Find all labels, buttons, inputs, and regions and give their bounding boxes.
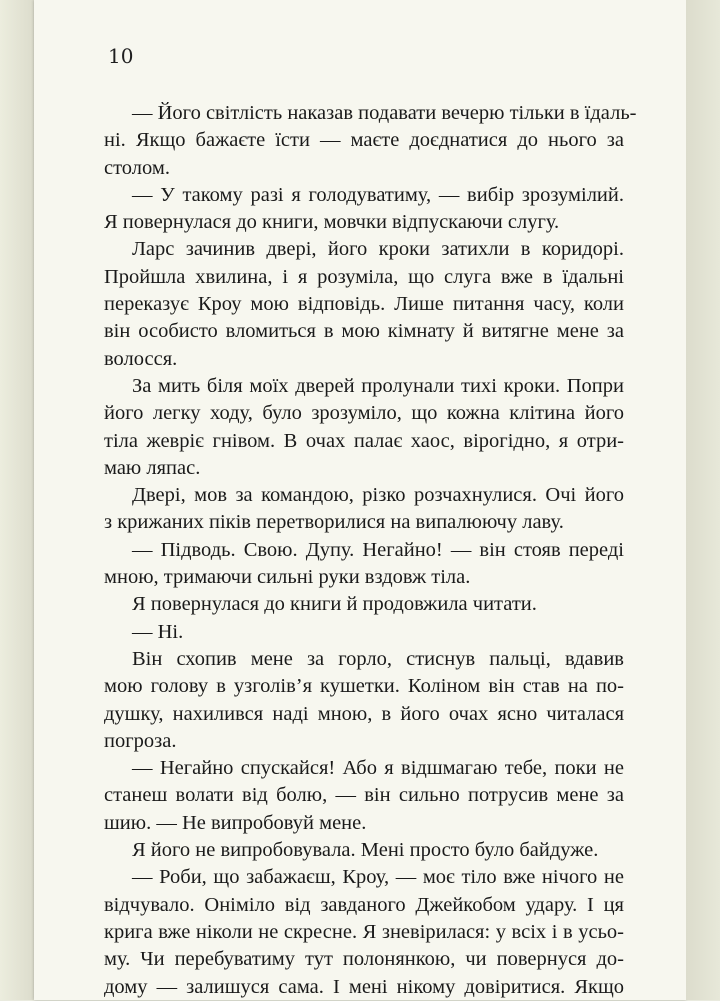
- text-line: станеш волати від болю, — він сильно потрусив мене за: [104, 784, 624, 807]
- text-line: дому — залишуся сама. І мені нікому довіритися. Якщо: [104, 975, 624, 998]
- text-line: Двері, мов за командою, різко розчахнулися. Очі його: [132, 484, 624, 507]
- text-line: погроза.: [104, 729, 177, 752]
- text-line: Пройшла хвилина, і я розуміла, що слуга вже в їдальні: [104, 265, 624, 288]
- text-line: Ларс зачинив двері, його кроки затихли в коридорі.: [132, 238, 624, 261]
- text-line: волосся.: [104, 347, 178, 370]
- text-line: переказує Кроу мою відповідь. Лише питання часу, коли: [104, 293, 624, 316]
- text-line: — Негайно спускайся! Або я відшмагаю тебе, поки не: [132, 757, 624, 780]
- text-line: мою голову в узголів’я кушетки. Коліном він став на по-: [104, 675, 624, 698]
- text-line: За мить біля моїх дверей пролунали тихі кроки. Попри: [132, 374, 624, 397]
- text-line: з крижаних піків перетворилися на випалюючу лаву.: [104, 511, 564, 534]
- text-line: Я повернулася до книги й продовжила читати.: [132, 593, 537, 616]
- text-line: маю ляпас.: [104, 456, 201, 479]
- text-line: Я повернулася до книги, мовчки відпускаючи слугу.: [104, 211, 560, 234]
- text-line: шию. — Не випробовуй мене.: [104, 811, 367, 834]
- text-line: му. Чи перебуватиму тут полонянкою, чи повернуся до-: [104, 948, 624, 971]
- page-edge-right: [686, 0, 720, 1000]
- text-line: душку, нахилився наді мною, в його очах ясно читалася: [104, 702, 624, 725]
- text-line: ні. Якщо бажаєте їсти — маєте доєднатися до нього за: [104, 129, 624, 152]
- text-line: столом.: [104, 156, 170, 179]
- text-line: — Його світлість наказав подавати вечерю тільки в їдаль-: [132, 102, 637, 124]
- text-line: він особисто вломиться в мою кімнату й витягне мене за: [104, 320, 624, 343]
- text-line: — Роби, що забажаєш, Кроу, — моє тіло вже нічого не: [132, 866, 624, 889]
- text-line: його легку ходу, було зрозуміло, що кожна клітина його: [104, 402, 624, 425]
- text-line: — У такому разі я голодуватиму, — вибір зрозумілий.: [132, 183, 624, 206]
- text-line: Він схопив мене за горло, стиснув пальці, вдавив: [132, 647, 624, 670]
- text-line: відчувало. Оніміло від завданого Джейкобом удару. І ця: [104, 893, 624, 916]
- text-line: — Ні.: [132, 620, 184, 643]
- page-number: 10: [108, 44, 134, 68]
- text-line: крига вже ніколи не скресне. Я зневірилася: у всіх і в усьо-: [104, 920, 624, 943]
- text-line: мною, тримаючи сильні руки вздовж тіла.: [104, 566, 471, 589]
- text-line: тіла жевріє гнівом. В очах палає хаос, вірогідно, я отри-: [104, 429, 624, 452]
- text-line: — Підводь. Свою. Дупу. Негайно! — він стояв переді: [132, 538, 624, 561]
- page-body-text: [104, 100, 637, 1001]
- page-gutter-left: [0, 0, 34, 1000]
- text-line: Я його не випробовувала. Мені просто було байдуже.: [132, 839, 599, 862]
